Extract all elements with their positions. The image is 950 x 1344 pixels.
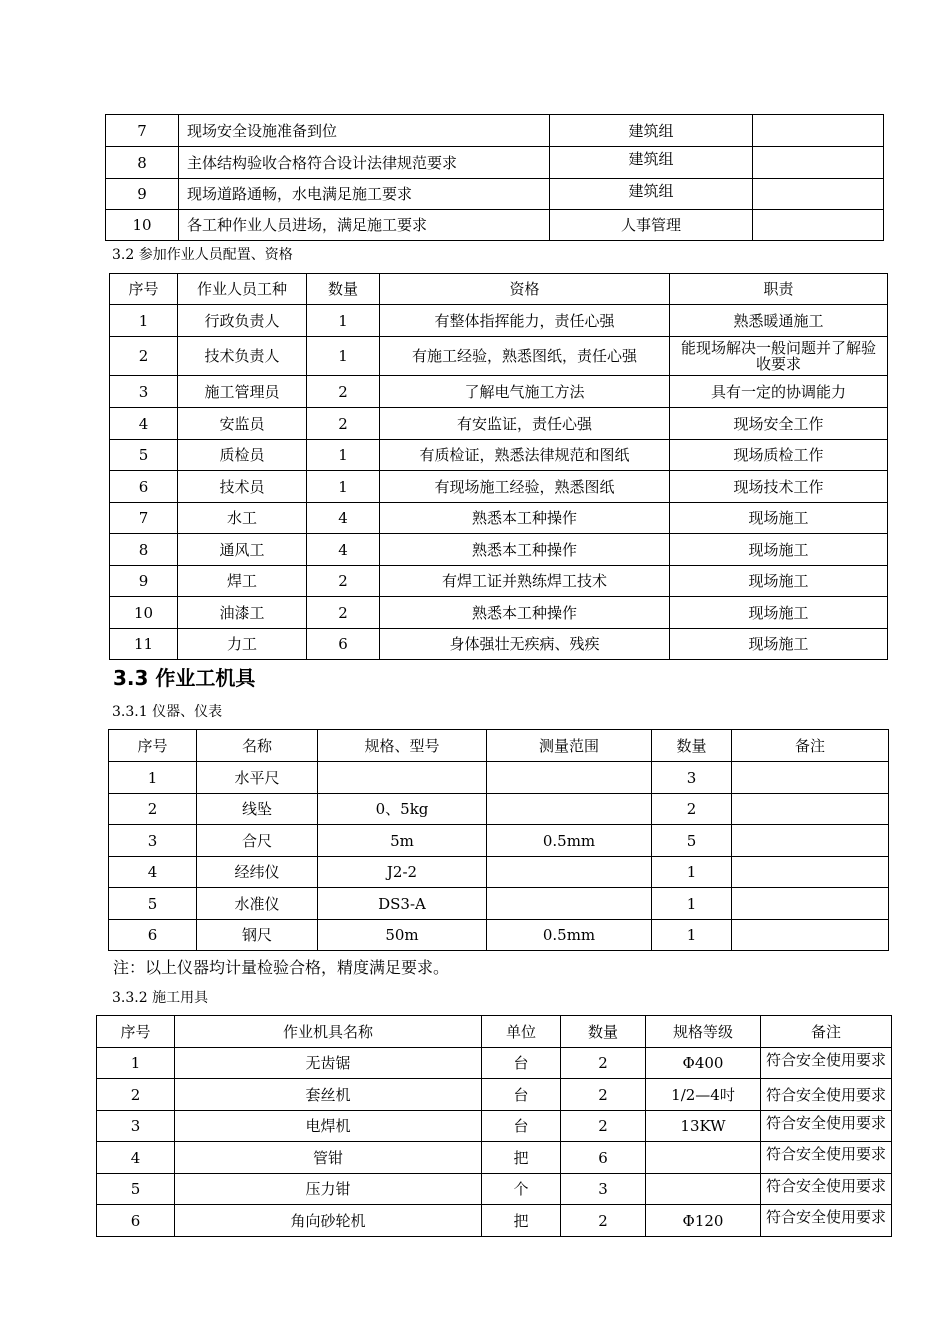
cell: [487, 762, 652, 794]
cell: 1: [307, 337, 380, 376]
cell: 台: [482, 1048, 561, 1079]
cell: 合尺: [197, 825, 318, 857]
cell: 熟悉本工种操作: [380, 503, 670, 534]
cell: 2: [307, 597, 380, 629]
remark: [753, 210, 884, 241]
cell: 符合安全使用要求: [761, 1048, 892, 1079]
table-row: [110, 305, 888, 337]
item-desc: 各工种作业人员进场，满足施工要求: [179, 210, 550, 241]
cell: 符合安全使用要求: [761, 1205, 892, 1237]
prerequisite-table: [105, 114, 884, 241]
cell: 4: [307, 534, 380, 566]
cell: 9: [110, 566, 178, 597]
section-title-3-2: 3.2 参加作业人员配置、资格: [112, 247, 293, 263]
cell: 7: [110, 503, 178, 534]
cell: 熟悉本工种操作: [380, 597, 670, 629]
cell: 管钳: [175, 1142, 482, 1174]
cell: 1: [652, 888, 732, 920]
table-row: [110, 337, 888, 376]
cell: 行政负责人: [178, 305, 307, 337]
cell: Φ400: [646, 1048, 761, 1079]
section-title-3-3-2: 3.3.2 施工用具: [112, 990, 209, 1006]
table-row: [106, 210, 884, 241]
column-header: 数量: [561, 1016, 646, 1048]
row-number: 10: [106, 210, 179, 241]
column-header: 单位: [482, 1016, 561, 1048]
cell: 5: [109, 888, 197, 920]
cell: 6: [109, 920, 197, 951]
cell: 2: [307, 566, 380, 597]
cell: 质检员: [178, 440, 307, 471]
column-header: 作业人员工种: [178, 274, 307, 305]
cell: 水工: [178, 503, 307, 534]
cell: [732, 825, 889, 857]
cell: 1: [307, 471, 380, 503]
cell: 1: [307, 440, 380, 471]
table-row: [109, 762, 889, 794]
cell: 5: [110, 440, 178, 471]
item-desc: 现场安全设施准备到位: [179, 115, 550, 147]
table-row: [97, 1142, 892, 1174]
cell: 2: [307, 408, 380, 440]
column-header: 备注: [761, 1016, 892, 1048]
cell: 力工: [178, 629, 307, 660]
cell: 了解电气施工方法: [380, 376, 670, 408]
cell: Φ120: [646, 1205, 761, 1237]
section-title-3-3-1: 3.3.1 仪器、仪表: [112, 704, 223, 720]
cell: 2: [307, 376, 380, 408]
cell: 焊工: [178, 566, 307, 597]
cell: 身体强壮无疾病、残疾: [380, 629, 670, 660]
column-header: 名称: [197, 730, 318, 762]
table-row: [110, 597, 888, 629]
cell: 8: [110, 534, 178, 566]
responsible: 人事管理: [550, 210, 753, 241]
table-row: [110, 440, 888, 471]
cell: 1: [110, 305, 178, 337]
table-row: [110, 376, 888, 408]
column-header: 规格等级: [646, 1016, 761, 1048]
cell: 个: [482, 1174, 561, 1205]
cell: [646, 1174, 761, 1205]
table-row: [97, 1079, 892, 1111]
cell: 台: [482, 1111, 561, 1142]
column-header: 作业机具名称: [175, 1016, 482, 1048]
personnel-table: [109, 273, 888, 660]
cell: 0.5mm: [487, 920, 652, 951]
cell: 符合安全使用要求: [761, 1079, 892, 1111]
table-row: [110, 534, 888, 566]
cell: 现场技术工作: [670, 471, 888, 503]
remark: [753, 179, 884, 210]
column-header: 备注: [732, 730, 889, 762]
cell: 3: [110, 376, 178, 408]
responsible: 建筑组: [550, 147, 753, 179]
cell: [646, 1142, 761, 1174]
cell: 经纬仪: [197, 857, 318, 888]
cell: 有焊工证并熟练焊工技术: [380, 566, 670, 597]
cell: 有现场施工经验，熟悉图纸: [380, 471, 670, 503]
cell: 2: [561, 1079, 646, 1111]
row-number: 9: [106, 179, 179, 210]
table-row: [110, 629, 888, 660]
cell: 1: [652, 857, 732, 888]
cell: 现场施工: [670, 503, 888, 534]
cell: 3: [652, 762, 732, 794]
cell: 现场施工: [670, 566, 888, 597]
cell: 6: [561, 1142, 646, 1174]
remark: [753, 147, 884, 179]
cell: 6: [307, 629, 380, 660]
table-row: [97, 1111, 892, 1142]
item-desc: 现场道路通畅，水电满足施工要求: [179, 179, 550, 210]
cell: [732, 920, 889, 951]
column-header: 职责: [670, 274, 888, 305]
cell: 2: [561, 1048, 646, 1079]
cell: 熟悉本工种操作: [380, 534, 670, 566]
table-row: [109, 794, 889, 825]
cell: 能现场解决一般问题并了解验收要求: [670, 337, 888, 376]
cell: 把: [482, 1142, 561, 1174]
cell: 现场施工: [670, 534, 888, 566]
cell: 1: [652, 920, 732, 951]
table-row: [106, 115, 884, 147]
table-row: [109, 888, 889, 920]
cell: 4: [307, 503, 380, 534]
cell: 符合安全使用要求: [761, 1142, 892, 1174]
cell: 通风工: [178, 534, 307, 566]
cell: 有安监证，责任心强: [380, 408, 670, 440]
cell: [732, 857, 889, 888]
cell: [732, 888, 889, 920]
column-header: 序号: [109, 730, 197, 762]
item-desc: 主体结构验收合格符合设计法律规范要求: [179, 147, 550, 179]
cell: 2: [652, 794, 732, 825]
cell: 4: [110, 408, 178, 440]
cell: [732, 762, 889, 794]
cell: 2: [110, 337, 178, 376]
column-header: 测量范围: [487, 730, 652, 762]
cell: 施工管理员: [178, 376, 307, 408]
cell: 1: [109, 762, 197, 794]
cell: J2-2: [318, 857, 487, 888]
cell: 现场施工: [670, 629, 888, 660]
table-row: [109, 920, 889, 951]
cell: 6: [110, 471, 178, 503]
cell: DS3-A: [318, 888, 487, 920]
cell: 有整体指挥能力，责任心强: [380, 305, 670, 337]
cell: 10: [110, 597, 178, 629]
cell: 角向砂轮机: [175, 1205, 482, 1237]
table-header-row: [109, 730, 889, 762]
table-row: [97, 1205, 892, 1237]
cell: 0、5kg: [318, 794, 487, 825]
cell: 技术负责人: [178, 337, 307, 376]
cell: 具有一定的协调能力: [670, 376, 888, 408]
column-header: 数量: [307, 274, 380, 305]
cell: 把: [482, 1205, 561, 1237]
cell: [732, 794, 889, 825]
column-header: 序号: [110, 274, 178, 305]
cell: 符合安全使用要求: [761, 1111, 892, 1142]
cell: 油漆工: [178, 597, 307, 629]
table-row: [109, 857, 889, 888]
cell: 现场施工: [670, 597, 888, 629]
table-header-row: [97, 1016, 892, 1048]
cell: 5m: [318, 825, 487, 857]
cell: 5: [652, 825, 732, 857]
cell: [487, 888, 652, 920]
cell: [487, 794, 652, 825]
tools-table: [96, 1015, 892, 1237]
column-header: 序号: [97, 1016, 175, 1048]
instrument-note: 注：以上仪器均计量检验合格，精度满足要求。: [113, 958, 450, 977]
cell: 3: [561, 1174, 646, 1205]
heading-3-3: 3.3 作业工机具: [113, 666, 256, 690]
table-row: [110, 471, 888, 503]
cell: 现场质检工作: [670, 440, 888, 471]
cell: 水平尺: [197, 762, 318, 794]
cell: 套丝机: [175, 1079, 482, 1111]
cell: 13KW: [646, 1111, 761, 1142]
cell: 6: [97, 1205, 175, 1237]
table-header-row: [110, 274, 888, 305]
table-row: [106, 179, 884, 210]
cell: 线坠: [197, 794, 318, 825]
cell: 熟悉暖通施工: [670, 305, 888, 337]
table-row: [97, 1048, 892, 1079]
cell: 0.5mm: [487, 825, 652, 857]
cell: 钢尺: [197, 920, 318, 951]
remark: [753, 115, 884, 147]
table-row: [106, 147, 884, 179]
cell: [487, 857, 652, 888]
row-number: 8: [106, 147, 179, 179]
cell: 1: [97, 1048, 175, 1079]
column-header: 资格: [380, 274, 670, 305]
table-row: [109, 825, 889, 857]
cell: 现场安全工作: [670, 408, 888, 440]
column-header: 数量: [652, 730, 732, 762]
cell: 3: [109, 825, 197, 857]
cell: 11: [110, 629, 178, 660]
cell: 2: [109, 794, 197, 825]
cell: 无齿锯: [175, 1048, 482, 1079]
cell: 技术员: [178, 471, 307, 503]
cell: 50m: [318, 920, 487, 951]
cell: [318, 762, 487, 794]
cell: 台: [482, 1079, 561, 1111]
column-header: 规格、型号: [318, 730, 487, 762]
cell: 有施工经验，熟悉图纸，责任心强: [380, 337, 670, 376]
cell: 4: [97, 1142, 175, 1174]
cell: 安监员: [178, 408, 307, 440]
cell: 2: [561, 1205, 646, 1237]
cell: 2: [97, 1079, 175, 1111]
cell: 水准仪: [197, 888, 318, 920]
table-row: [110, 503, 888, 534]
table-row: [110, 566, 888, 597]
cell: 符合安全使用要求: [761, 1174, 892, 1205]
cell: 有质检证，熟悉法律规范和图纸: [380, 440, 670, 471]
instruments-table: [108, 729, 889, 951]
table-row: [110, 408, 888, 440]
cell: 压力钳: [175, 1174, 482, 1205]
cell: 电焊机: [175, 1111, 482, 1142]
responsible: 建筑组: [550, 115, 753, 147]
cell: 1: [307, 305, 380, 337]
row-number: 7: [106, 115, 179, 147]
cell: 2: [561, 1111, 646, 1142]
responsible: 建筑组: [550, 179, 753, 210]
cell: 1/2—4吋: [646, 1079, 761, 1111]
cell: 5: [97, 1174, 175, 1205]
table-row: [97, 1174, 892, 1205]
cell: 4: [109, 857, 197, 888]
cell: 3: [97, 1111, 175, 1142]
